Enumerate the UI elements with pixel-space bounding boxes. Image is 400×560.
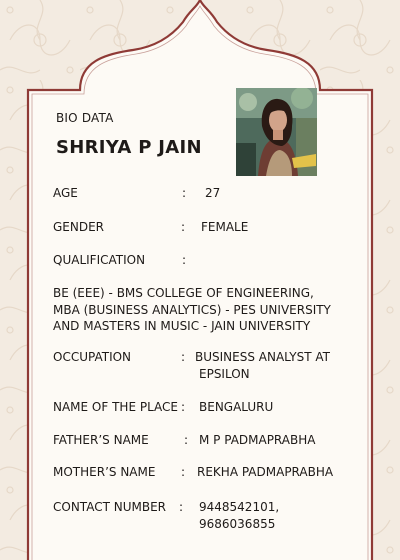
- field-colon: :: [181, 350, 186, 364]
- field-colon: :: [184, 433, 189, 447]
- field-label: FATHER’S NAME: [53, 433, 149, 447]
- qualification-value: [53, 285, 353, 335]
- field-colon: :: [181, 465, 186, 479]
- field-label: QUALIFICATION: [53, 253, 146, 267]
- field-value: 27: [205, 186, 221, 200]
- contact-line: 9686036855: [199, 517, 276, 531]
- field-label: MOTHER’S NAME: [53, 465, 156, 479]
- bio-data-label: BIO DATA: [56, 111, 114, 125]
- qualification-line: AND MASTERS IN MUSIC - JAIN UNIVERSITY: [53, 319, 311, 333]
- field-value: [199, 499, 279, 533]
- portrait-photo-icon: [236, 88, 317, 176]
- field-colon: :: [181, 220, 186, 234]
- field-value: REKHA PADMAPRABHA: [197, 465, 334, 479]
- field-value: [195, 349, 330, 383]
- field-label: NAME OF THE PLACE: [53, 400, 179, 414]
- field-label: AGE: [53, 186, 78, 200]
- person-name: SHRIYA P JAIN: [56, 137, 202, 158]
- field-label: OCCUPATION: [53, 350, 132, 364]
- qualification-line: BE (EEE) - BMS COLLEGE OF ENGINEERING,: [53, 286, 314, 300]
- field-colon: :: [182, 253, 187, 267]
- field-label: GENDER: [53, 220, 105, 234]
- field-value: M P PADMAPRABHA: [199, 433, 316, 447]
- field-colon: :: [182, 186, 187, 200]
- occupation-line: BUSINESS ANALYST AT: [195, 350, 330, 364]
- portrait-photo: [236, 88, 317, 176]
- field-value: FEMALE: [201, 220, 249, 234]
- field-value: BENGALURU: [199, 400, 274, 414]
- field-colon: :: [179, 500, 184, 514]
- qualification-line: MBA (BUSINESS ANALYTICS) - PES UNIVERSITY: [53, 302, 331, 317]
- occupation-line: EPSILON: [199, 367, 250, 381]
- field-colon: :: [181, 400, 186, 414]
- field-label: CONTACT NUMBER: [53, 500, 166, 514]
- contact-line: 9448542101,: [199, 500, 280, 514]
